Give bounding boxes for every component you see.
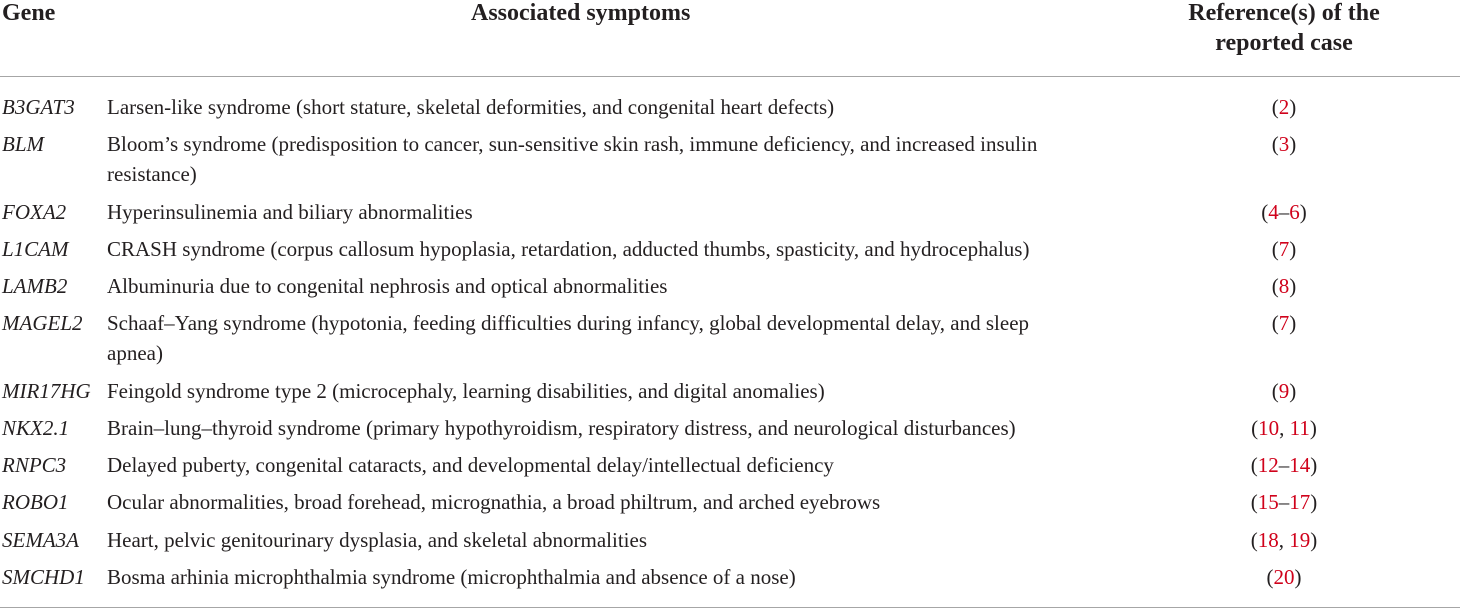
ref-separator: ,	[1278, 527, 1290, 552]
ref-separator: –	[1278, 453, 1290, 478]
symptoms-cell	[107, 129, 1180, 189]
table-row	[0, 446, 1388, 483]
symptoms-line: Albuminuria due to congenital nephrosis and optical abnormalities	[107, 274, 668, 299]
ref-open-paren: (	[1261, 199, 1269, 224]
ref-close-paren: )	[1289, 311, 1297, 336]
gene-cell: BLM	[2, 132, 44, 157]
bottom-rule	[0, 607, 1460, 608]
ref-open-paren: (	[1250, 453, 1258, 478]
ref-open-paren: (	[1250, 490, 1258, 515]
gene-cell: NKX2.1	[2, 415, 70, 440]
reference-link[interactable]: 14	[1289, 453, 1311, 478]
reference-cell	[1180, 525, 1388, 555]
symptoms-cell	[107, 562, 1180, 592]
ref-open-paren: (	[1271, 95, 1279, 120]
table-row	[0, 484, 1388, 521]
reference-link[interactable]: 18	[1257, 527, 1279, 552]
symptoms-line: Brain–lung–thyroid syndrome (primary hypothyroidism, respiratory distress, and neurological disturbances)	[107, 415, 1016, 440]
ref-separator: –	[1278, 199, 1290, 224]
symptoms-cell	[107, 525, 1180, 555]
table-row	[0, 372, 1388, 409]
reference-cell	[1180, 376, 1388, 406]
symptoms-cell	[107, 271, 1180, 301]
symptoms-cell	[107, 308, 1180, 368]
reference-link[interactable]: 20	[1273, 564, 1295, 589]
table-row	[0, 558, 1388, 595]
ref-open-paren: (	[1271, 236, 1279, 261]
ref-close-paren: )	[1310, 453, 1318, 478]
reference-cell	[1180, 562, 1388, 592]
table-row	[0, 126, 1388, 193]
reference-cell	[1180, 92, 1388, 122]
reference-link[interactable]: 15	[1257, 490, 1279, 515]
reference-cell	[1180, 271, 1388, 301]
ref-close-paren: )	[1310, 527, 1318, 552]
ref-close-paren: )	[1299, 199, 1307, 224]
symptoms-cell	[107, 234, 1180, 264]
symptoms-line: Ocular abnormalities, broad forehead, micrognathia, a broad philtrum, and arched eyebrows	[107, 490, 881, 515]
symptoms-line: apnea)	[107, 341, 163, 366]
reference-link[interactable]: 2	[1278, 95, 1290, 120]
reference-link[interactable]: 4	[1268, 199, 1279, 224]
reference-cell	[1180, 129, 1388, 189]
ref-open-paren: (	[1250, 527, 1258, 552]
gene-cell: MIR17HG	[2, 378, 91, 403]
ref-open-paren: (	[1266, 564, 1274, 589]
symptoms-line: resistance)	[107, 162, 197, 187]
reference-link[interactable]: 12	[1257, 453, 1279, 478]
column-header-gene: Gene	[2, 0, 56, 26]
gene-cell: FOXA2	[2, 199, 67, 224]
symptoms-line: CRASH syndrome (corpus callosum hypoplasia, retardation, adducted thumbs, spasticity, and hydrocephalus)	[107, 236, 1030, 261]
reference-cell	[1180, 413, 1388, 443]
ref-open-paren: (	[1271, 378, 1279, 403]
symptoms-line: Heart, pelvic genitourinary dysplasia, and skeletal abnormalities	[107, 527, 647, 552]
table-row	[0, 305, 1388, 372]
table-row	[0, 230, 1388, 267]
reference-cell	[1180, 197, 1388, 227]
ref-open-paren: (	[1271, 274, 1279, 299]
symptoms-cell	[107, 92, 1180, 122]
ref-close-paren: )	[1294, 564, 1302, 589]
table-row	[0, 521, 1388, 558]
ref-close-paren: )	[1310, 490, 1318, 515]
table-row	[0, 267, 1388, 304]
symptoms-cell	[107, 487, 1180, 517]
header-rule	[0, 76, 1460, 77]
symptoms-cell	[107, 197, 1180, 227]
symptoms-cell	[107, 450, 1180, 480]
table-row	[0, 193, 1388, 230]
symptoms-line: Bosma arhinia microphthalmia syndrome (microphthalmia and absence of a nose)	[107, 564, 796, 589]
symptoms-line: Hyperinsulinemia and biliary abnormalities	[107, 199, 473, 224]
reference-link[interactable]: 9	[1278, 378, 1290, 403]
ref-open-paren: (	[1251, 415, 1259, 440]
ref-close-paren: )	[1289, 236, 1297, 261]
ref-separator: –	[1278, 490, 1290, 515]
reference-link[interactable]: 7	[1278, 311, 1290, 336]
reference-link[interactable]: 8	[1278, 274, 1290, 299]
table-body	[0, 88, 1388, 595]
column-header-reference-line: reported case	[1215, 30, 1353, 56]
reference-link[interactable]: 7	[1278, 236, 1290, 261]
symptoms-line: Larsen-like syndrome (short stature, skeletal deformities, and congenital heart defects)	[107, 95, 835, 120]
reference-link[interactable]: 6	[1289, 199, 1300, 224]
ref-close-paren: )	[1289, 274, 1297, 299]
ref-close-paren: )	[1289, 132, 1297, 157]
reference-cell	[1180, 234, 1388, 264]
reference-cell	[1180, 308, 1388, 368]
gene-cell: SMCHD1	[2, 564, 85, 589]
symptoms-line: Bloom’s syndrome (predisposition to cancer, sun-sensitive skin rash, immune deficiency, and increased insulin	[107, 132, 1038, 157]
ref-close-paren: )	[1289, 378, 1297, 403]
table-row	[0, 88, 1388, 125]
ref-open-paren: (	[1271, 132, 1279, 157]
ref-close-paren: )	[1309, 415, 1317, 440]
symptoms-line: Delayed puberty, congenital cataracts, and developmental delay/intellectual deficiency	[107, 453, 834, 478]
reference-link[interactable]: 3	[1278, 132, 1290, 157]
table-row	[0, 409, 1388, 446]
table-header	[0, 0, 1388, 58]
gene-cell: L1CAM	[2, 236, 69, 261]
symptoms-cell	[107, 376, 1180, 406]
reference-link[interactable]: 10	[1258, 415, 1280, 440]
ref-separator: ,	[1279, 415, 1290, 440]
gene-cell: LAMB2	[2, 274, 68, 299]
column-header-reference-line: Reference(s) of the	[1188, 0, 1380, 26]
reference-cell	[1180, 487, 1388, 517]
ref-close-paren: )	[1289, 95, 1297, 120]
symptoms-cell	[107, 413, 1180, 443]
ref-open-paren: (	[1271, 311, 1279, 336]
gene-cell: MAGEL2	[2, 311, 83, 336]
gene-cell: ROBO1	[2, 490, 69, 515]
symptoms-line: Schaaf–Yang syndrome (hypotonia, feeding difficulties during infancy, global developmental delay, and sleep	[107, 311, 1030, 336]
reference-link[interactable]: 17	[1289, 490, 1311, 515]
gene-cell: RNPC3	[2, 453, 67, 478]
reference-link[interactable]: 19	[1289, 527, 1311, 552]
gene-cell: SEMA3A	[2, 527, 79, 552]
gene-cell: B3GAT3	[2, 95, 75, 120]
column-header-reference	[1180, 0, 1388, 58]
reference-cell	[1180, 450, 1388, 480]
reference-link[interactable]: 11	[1289, 415, 1310, 440]
symptoms-line: Feingold syndrome type 2 (microcephaly, learning disabilities, and digital anomalies)	[107, 378, 825, 403]
column-header-symptoms: Associated symptoms	[471, 0, 691, 26]
